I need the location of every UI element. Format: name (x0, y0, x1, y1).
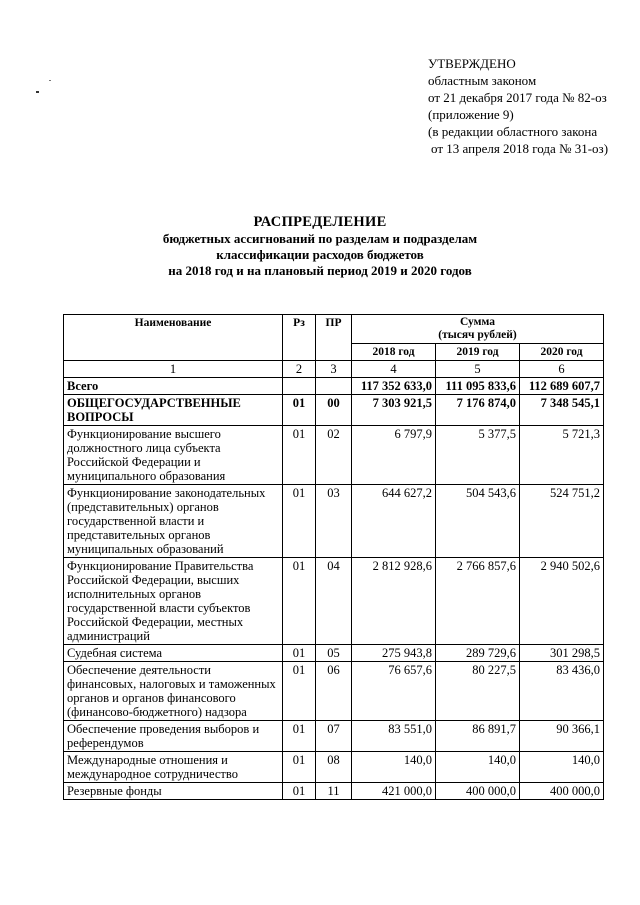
row-value-2018: 644 627,2 (352, 485, 436, 558)
row-value-2018: 83 551,0 (352, 721, 436, 752)
row-name: Международные отношения и международное сотрудничество (64, 752, 283, 783)
row-value-2020: 2 940 502,6 (520, 558, 604, 645)
approval-line: областным законом (428, 73, 537, 88)
table-body (64, 378, 604, 800)
row-value-2019: 5 377,5 (436, 426, 520, 485)
row-rz: 01 (283, 485, 316, 558)
row-value-2018: 421 000,0 (352, 783, 436, 800)
row-value-2020: 83 436,0 (520, 662, 604, 721)
row-pr: 04 (316, 558, 352, 645)
row-value-2018: 117 352 633,0 (352, 378, 436, 395)
row-value-2020: 140,0 (520, 752, 604, 783)
row-value-2019: 7 176 874,0 (436, 395, 520, 426)
row-value-2020: 7 348 545,1 (520, 395, 604, 426)
row-pr: 07 (316, 721, 352, 752)
row-name: Обеспечение проведения выборов и референдумов (64, 721, 283, 752)
approval-line: (приложение 9) (428, 107, 514, 122)
header-sum-label: Сумма (460, 316, 495, 328)
row-pr: 11 (316, 783, 352, 800)
row-value-2018: 7 303 921,5 (352, 395, 436, 426)
approval-line: от 13 апреля 2018 года № 31-оз) (431, 141, 609, 156)
row-pr: 06 (316, 662, 352, 721)
header-pr: ПР (316, 315, 352, 361)
table-row (64, 395, 604, 426)
row-rz: 01 (283, 783, 316, 800)
row-value-2019: 111 095 833,6 (436, 378, 520, 395)
row-value-2018: 6 797,9 (352, 426, 436, 485)
budget-table (63, 314, 604, 800)
table-row (64, 485, 604, 558)
title-sub: на 2018 год и на плановый период 2019 и 2020 годов (168, 263, 472, 278)
row-name: Функционирование высшего должностного лица субъекта Российской Федерации и муниципального образования (64, 426, 283, 485)
header-rz: Рз (283, 315, 316, 361)
header-year-2018: 2018 год (352, 344, 436, 361)
row-name: Функционирование Правительства Российской Федерации, высших исполнительных органов государственной власти субъектов Российской Федерации, местных администраций (64, 558, 283, 645)
row-rz (283, 378, 316, 395)
table-row (64, 752, 604, 783)
row-rz: 01 (283, 426, 316, 485)
col-number: 1 (64, 361, 283, 378)
row-name: Обеспечение деятельности финансовых, налоговых и таможенных органов и органов финансового (финансово-бюджетного) надзора (64, 662, 283, 721)
row-pr: 02 (316, 426, 352, 485)
col-number: 3 (316, 361, 352, 378)
header-year-2020: 2020 год (520, 344, 604, 361)
table-row (64, 558, 604, 645)
row-value-2020: 90 366,1 (520, 721, 604, 752)
title-sub: бюджетных ассигнований по разделам и подразделам (162, 231, 478, 246)
table-row (64, 721, 604, 752)
approval-line: от 21 декабря 2017 года № 82-оз (428, 90, 607, 105)
approval-line: (в редакции областного закона (428, 124, 598, 139)
row-rz: 01 (283, 721, 316, 752)
document-title (0, 214, 640, 279)
row-pr: 03 (316, 485, 352, 558)
row-value-2018: 140,0 (352, 752, 436, 783)
row-value-2020: 400 000,0 (520, 783, 604, 800)
row-value-2020: 5 721,3 (520, 426, 604, 485)
row-name: Функционирование законодательных (представительных) органов государственной власти и представительных органов муниципальных образований (64, 485, 283, 558)
table-row (64, 645, 604, 662)
table-row (64, 378, 604, 395)
row-value-2019: 400 000,0 (436, 783, 520, 800)
row-value-2019: 504 543,6 (436, 485, 520, 558)
header-sum-unit: (тысяч рублей) (438, 329, 517, 341)
row-name: Судебная система (64, 645, 283, 662)
row-value-2020: 524 751,2 (520, 485, 604, 558)
row-rz: 01 (283, 752, 316, 783)
title-sub: классификации расходов бюджетов (216, 247, 424, 262)
table-row (64, 426, 604, 485)
row-rz: 01 (283, 662, 316, 721)
col-number: 6 (520, 361, 604, 378)
row-rz: 01 (283, 395, 316, 426)
row-value-2018: 2 812 928,6 (352, 558, 436, 645)
row-pr: 05 (316, 645, 352, 662)
row-name: Всего (64, 378, 283, 395)
row-pr: 00 (316, 395, 352, 426)
header-year-2019: 2019 год (436, 344, 520, 361)
row-value-2019: 86 891,7 (436, 721, 520, 752)
table-row (64, 783, 604, 800)
approval-line: УТВЕРЖДЕНО (428, 56, 516, 71)
col-number: 5 (436, 361, 520, 378)
row-value-2018: 76 657,6 (352, 662, 436, 721)
header-name: Наименование (64, 315, 283, 361)
row-value-2019: 289 729,6 (436, 645, 520, 662)
scan-mark (36, 91, 39, 93)
row-pr: 08 (316, 752, 352, 783)
approval-block (428, 55, 608, 157)
row-value-2020: 112 689 607,7 (520, 378, 604, 395)
row-rz: 01 (283, 558, 316, 645)
scan-mark (49, 80, 51, 81)
header-sum (352, 315, 604, 344)
row-name: ОБЩЕГОСУДАРСТВЕННЫЕ ВОПРОСЫ (64, 395, 283, 426)
col-number: 4 (352, 361, 436, 378)
row-value-2018: 275 943,8 (352, 645, 436, 662)
col-number: 2 (283, 361, 316, 378)
row-rz: 01 (283, 645, 316, 662)
table-row (64, 662, 604, 721)
row-value-2019: 140,0 (436, 752, 520, 783)
row-value-2019: 2 766 857,6 (436, 558, 520, 645)
row-name: Резервные фонды (64, 783, 283, 800)
row-pr (316, 378, 352, 395)
title-main: РАСПРЕДЕЛЕНИЕ (253, 214, 387, 230)
row-value-2020: 301 298,5 (520, 645, 604, 662)
row-value-2019: 80 227,5 (436, 662, 520, 721)
